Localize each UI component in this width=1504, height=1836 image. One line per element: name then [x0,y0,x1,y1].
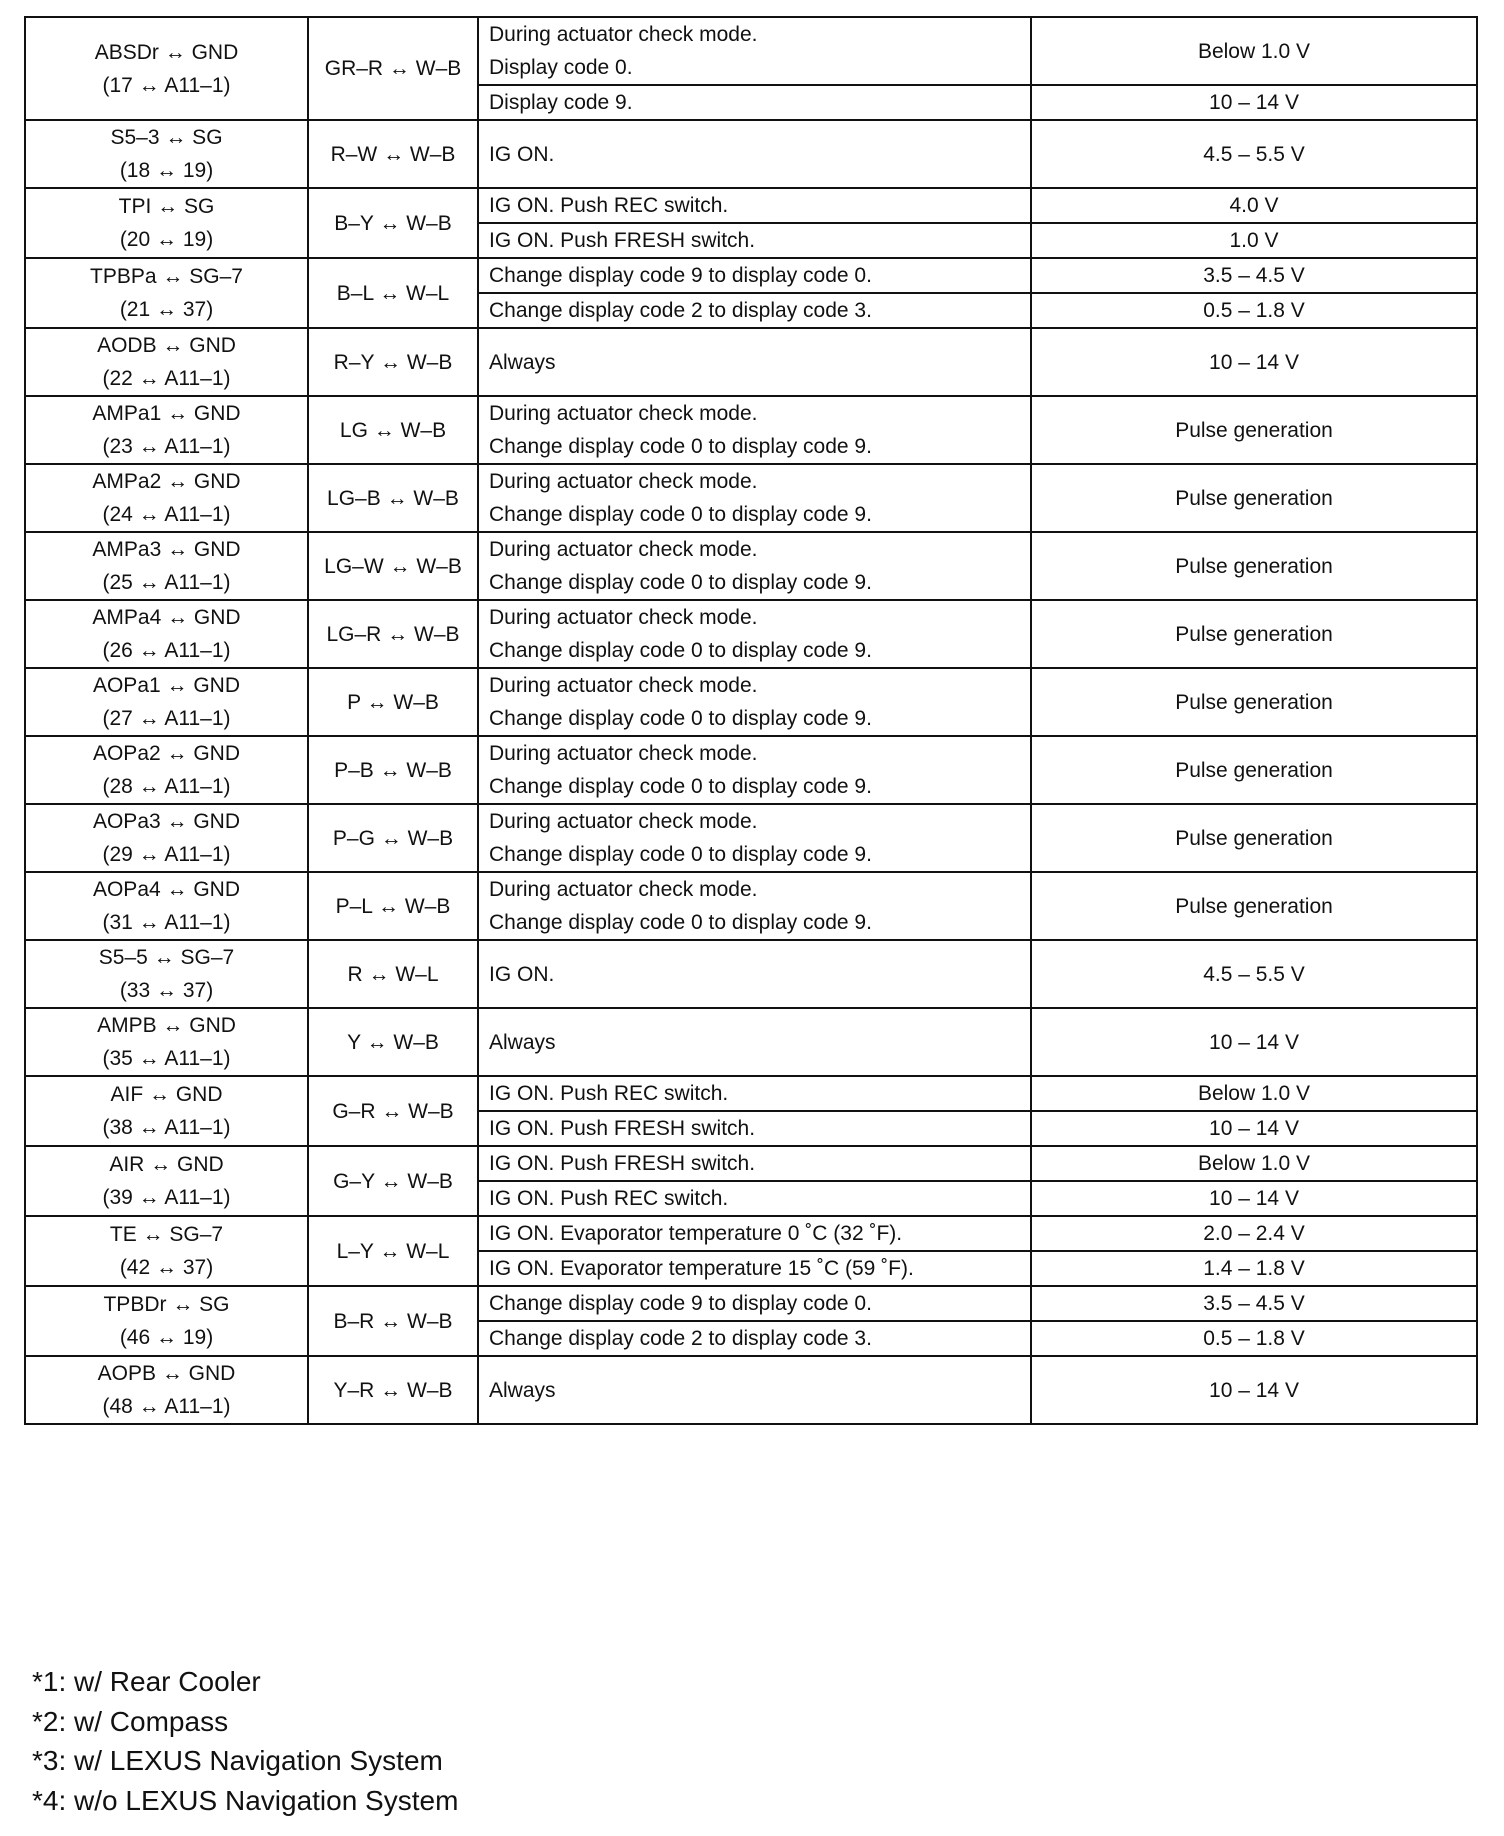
wiring-cell: GR–R ↔ W–B [308,17,478,120]
condition-cell [478,1251,1031,1286]
table-row [25,1216,1477,1251]
terminal-line: (27 ↔ A11–1) [102,707,231,730]
spec-cell: Below 1.0 V [1031,17,1477,85]
spec-cell: 4.5 – 5.5 V [1031,940,1477,1008]
terminal-line: (17 ↔ A11–1) [102,73,231,97]
condition-cell [478,85,1031,120]
condition-line: IG ON. Push FRESH switch. [489,229,756,252]
terminal-line: (29 ↔ A11–1) [102,843,231,866]
terminal-line: (38 ↔ A11–1) [102,1116,231,1139]
wiring-cell: B–Y ↔ W–B [308,188,478,258]
wiring-cell: LG–W ↔ W–B [308,532,478,600]
condition-cell [478,736,1031,804]
table-row [25,1356,1477,1424]
terminal-line: AMPa4 ↔ GND [92,606,241,629]
spec-cell: Pulse generation [1031,804,1477,872]
condition-line: Display code 9. [489,91,633,114]
condition-cell [478,1146,1031,1181]
condition-cell [478,532,1031,600]
terminal-line: (28 ↔ A11–1) [102,775,231,798]
condition-cell [478,1076,1031,1111]
terminal-cell [25,1146,308,1216]
terminal-line: AOPB ↔ GND [97,1362,236,1385]
wiring-cell: G–Y ↔ W–B [308,1146,478,1216]
wiring-cell: R ↔ W–L [308,940,478,1008]
condition-cell [478,1356,1031,1424]
terminal-line: (18 ↔ 19) [119,159,214,182]
condition-line: During actuator check mode. [489,606,758,629]
wiring-cell: R–W ↔ W–B [308,120,478,188]
table-row [25,17,1477,85]
table-row [25,258,1477,293]
wiring-cell: LG–R ↔ W–B [308,600,478,668]
table-row [25,328,1477,396]
terminal-line: (26 ↔ A11–1) [102,639,231,662]
terminal-line: AOPa2 ↔ GND [92,742,241,765]
spec-cell: 10 – 14 V [1031,1008,1477,1076]
condition-cell [478,804,1031,872]
terminal-line: AOPa1 ↔ GND [92,674,241,697]
spec-cell: Pulse generation [1031,736,1477,804]
condition-line: Change display code 0 to display code 9. [489,843,872,866]
wiring-cell: L–Y ↔ W–L [308,1216,478,1286]
condition-line: IG ON. Push REC switch. [489,1187,729,1210]
footnote: *4: w/o LEXUS Navigation System [32,1784,459,1816]
spec-cell: 10 – 14 V [1031,1111,1477,1146]
wiring-cell: Y ↔ W–B [308,1008,478,1076]
terminal-cell [25,532,308,600]
terminal-line: (31 ↔ A11–1) [102,911,231,934]
terminal-cell [25,736,308,804]
spec-cell: Pulse generation [1031,600,1477,668]
condition-cell [478,600,1031,668]
table-row [25,668,1477,736]
condition-line: IG ON. Push FRESH switch. [489,1152,756,1175]
terminal-line: (46 ↔ 19) [119,1326,214,1349]
condition-line: During actuator check mode. [489,538,758,561]
terminal-line: (23 ↔ A11–1) [102,435,231,458]
terminal-cell [25,872,308,940]
table-row [25,1076,1477,1111]
condition-line: IG ON. Push FRESH switch. [489,1117,756,1140]
condition-cell [478,1286,1031,1321]
spec-cell: 1.4 – 1.8 V [1031,1251,1477,1286]
table-row [25,1008,1477,1076]
spec-cell: 0.5 – 1.8 V [1031,1321,1477,1356]
terminal-cell [25,328,308,396]
condition-cell [478,120,1031,188]
table-row [25,600,1477,668]
condition-cell [478,328,1031,396]
terminal-line: ABSDr ↔ GND [94,40,239,64]
table-row [25,464,1477,532]
terminal-cell [25,120,308,188]
terminal-cell [25,940,308,1008]
condition-cell [478,1216,1031,1251]
table-row [25,872,1477,940]
terminal-cell [25,1008,308,1076]
spec-cell: Below 1.0 V [1031,1146,1477,1181]
terminal-cell [25,668,308,736]
spec-cell: Below 1.0 V [1031,1076,1477,1111]
terminal-line: (22 ↔ A11–1) [102,367,231,390]
condition-line: Change display code 2 to display code 3. [489,1327,872,1350]
terminal-line: AODB ↔ GND [97,334,236,357]
terminal-spec-table [24,16,1478,1425]
terminal-line: (39 ↔ A11–1) [102,1186,231,1209]
terminal-line: (21 ↔ 37) [119,298,214,321]
condition-line: IG ON. [489,142,555,166]
condition-cell [478,668,1031,736]
footnotes [32,1662,458,1820]
spec-cell: Pulse generation [1031,396,1477,464]
terminal-line: (24 ↔ A11–1) [102,503,231,526]
table-row [25,1286,1477,1321]
spec-cell: 0.5 – 1.8 V [1031,293,1477,328]
wiring-cell: P–B ↔ W–B [308,736,478,804]
condition-line: IG ON. Push REC switch. [489,1082,729,1105]
condition-line: Change display code 9 to display code 0. [489,264,872,287]
spec-cell: 4.5 – 5.5 V [1031,120,1477,188]
terminal-line: AOPa3 ↔ GND [92,810,241,833]
condition-line: During actuator check mode. [489,742,758,765]
condition-cell [478,17,1031,85]
spec-cell: Pulse generation [1031,464,1477,532]
table-row [25,804,1477,872]
wiring-cell: B–R ↔ W–B [308,1286,478,1356]
terminal-line: (33 ↔ 37) [119,979,214,1002]
terminal-line: AMPB ↔ GND [97,1014,236,1037]
condition-cell [478,396,1031,464]
terminal-cell [25,258,308,328]
table-row [25,1146,1477,1181]
condition-line: Display code 0. [489,56,633,79]
spec-cell: 10 – 14 V [1031,85,1477,120]
wiring-cell: LG ↔ W–B [308,396,478,464]
terminal-cell [25,17,308,120]
terminal-line: AIF ↔ GND [110,1083,223,1106]
terminal-cell [25,1286,308,1356]
condition-line: Change display code 0 to display code 9. [489,571,872,594]
terminal-cell [25,464,308,532]
condition-line: During actuator check mode. [489,470,758,493]
terminal-cell [25,188,308,258]
condition-line: IG ON. [489,962,555,986]
terminal-line: (48 ↔ A11–1) [102,1395,231,1418]
table-body [25,17,1477,1424]
spec-cell: Pulse generation [1031,532,1477,600]
table-row [25,940,1477,1008]
spec-cell: Pulse generation [1031,668,1477,736]
condition-cell [478,940,1031,1008]
condition-line: Always [489,1378,556,1402]
condition-line: During actuator check mode. [489,402,758,425]
condition-line: IG ON. Push REC switch. [489,194,729,217]
condition-line: During actuator check mode. [489,23,758,46]
wiring-cell: G–R ↔ W–B [308,1076,478,1146]
condition-cell [478,464,1031,532]
wiring-cell: B–L ↔ W–L [308,258,478,328]
wiring-cell: P–L ↔ W–B [308,872,478,940]
terminal-line: AMPa1 ↔ GND [92,402,241,425]
condition-line: During actuator check mode. [489,810,758,833]
condition-cell [478,1111,1031,1146]
condition-line: Change display code 0 to display code 9. [489,435,872,458]
wiring-cell: P–G ↔ W–B [308,804,478,872]
condition-line: IG ON. Evaporator temperature 15 ˚C (59 ˚F). [489,1257,914,1280]
terminal-line: (25 ↔ A11–1) [102,571,231,594]
condition-line: IG ON. Evaporator temperature 0 ˚C (32 ˚F). [489,1222,903,1245]
table-row [25,396,1477,464]
footnote: *3: w/ LEXUS Navigation System [32,1745,443,1776]
spec-cell: 2.0 – 2.4 V [1031,1216,1477,1251]
terminal-cell [25,1216,308,1286]
wiring-cell: P ↔ W–B [308,668,478,736]
spec-cell: 10 – 14 V [1031,1181,1477,1216]
condition-line: Always [489,1030,556,1054]
terminal-line: (42 ↔ 37) [119,1256,214,1279]
terminal-cell [25,804,308,872]
spec-cell: 10 – 14 V [1031,1356,1477,1424]
wiring-cell: Y–R ↔ W–B [308,1356,478,1424]
terminal-cell [25,1076,308,1146]
terminal-line: AMPa2 ↔ GND [92,470,241,493]
terminal-line: AOPa4 ↔ GND [92,878,241,901]
terminal-line: S5–3 ↔ SG [110,126,223,149]
table-row [25,532,1477,600]
condition-line: Change display code 9 to display code 0. [489,1292,872,1315]
terminal-line: AIR ↔ GND [109,1153,224,1176]
condition-line: Always [489,350,556,374]
wiring-cell: R–Y ↔ W–B [308,328,478,396]
condition-line: Change display code 0 to display code 9. [489,911,872,934]
terminal-line: TPI ↔ SG [118,195,215,218]
wiring-cell: LG–B ↔ W–B [308,464,478,532]
terminal-line: AMPa3 ↔ GND [92,538,241,561]
terminal-cell [25,396,308,464]
terminal-line: (20 ↔ 19) [119,228,214,251]
terminal-line: S5–5 ↔ SG–7 [98,946,235,969]
condition-line: Change display code 0 to display code 9. [489,775,872,798]
condition-cell [478,1321,1031,1356]
table-row [25,120,1477,188]
condition-line: During actuator check mode. [489,878,758,901]
footnote: *2: w/ Compass [32,1705,229,1737]
condition-line: Change display code 0 to display code 9. [489,639,872,662]
condition-cell [478,1008,1031,1076]
condition-cell [478,872,1031,940]
spec-cell: 1.0 V [1031,223,1477,258]
terminal-line: (35 ↔ A11–1) [102,1047,231,1070]
condition-cell [478,293,1031,328]
terminal-line: TE ↔ SG–7 [109,1223,224,1246]
condition-cell [478,188,1031,223]
condition-line: Change display code 0 to display code 9. [489,503,872,526]
condition-cell [478,223,1031,258]
footnote: *1: w/ Rear Cooler [32,1666,261,1697]
condition-line: Change display code 2 to display code 3. [489,299,872,322]
terminal-line: TPBDr ↔ SG [103,1293,230,1316]
table-row [25,736,1477,804]
condition-cell [478,1181,1031,1216]
condition-line: Change display code 0 to display code 9. [489,707,872,730]
spec-cell: 4.0 V [1031,188,1477,223]
spec-cell: Pulse generation [1031,872,1477,940]
spec-cell: 10 – 14 V [1031,328,1477,396]
terminal-cell [25,600,308,668]
condition-line: During actuator check mode. [489,674,758,697]
terminal-line: TPBPa ↔ SG–7 [90,265,243,288]
spec-cell: 3.5 – 4.5 V [1031,258,1477,293]
table-row [25,188,1477,223]
terminal-cell [25,1356,308,1424]
spec-cell: 3.5 – 4.5 V [1031,1286,1477,1321]
condition-cell [478,258,1031,293]
